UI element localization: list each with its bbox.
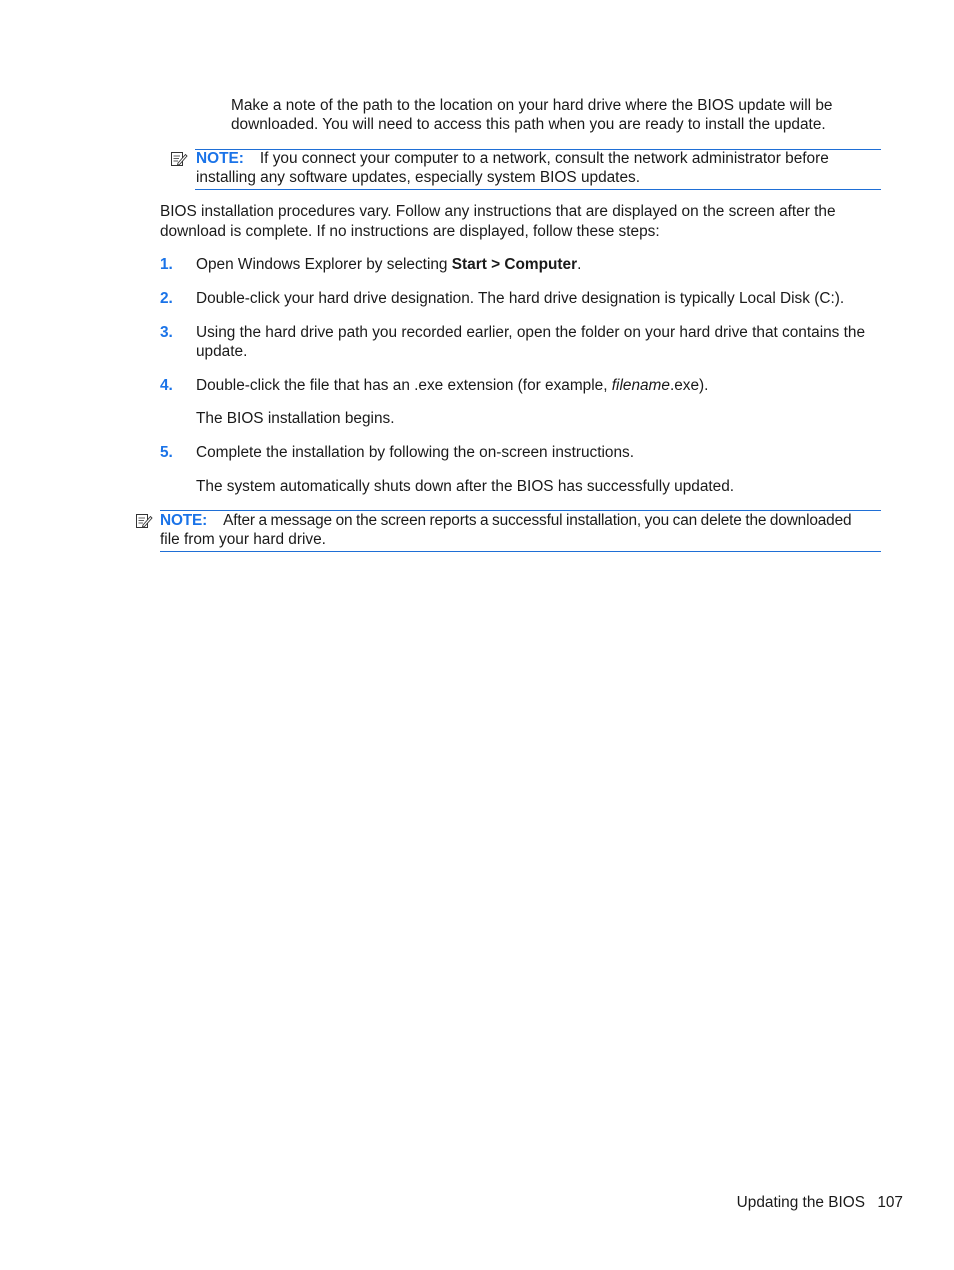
step-4-text-before: Double-click the file that has an .exe extension (for example, [196, 377, 612, 394]
step-1-text-before: Open Windows Explorer by selecting [196, 256, 452, 273]
step-5-number: 5. [160, 444, 173, 461]
note-2-line-2: file from your hard drive. [160, 531, 326, 548]
step-3-number: 3. [160, 324, 173, 341]
step-3-line-1: Using the hard drive path you recorded earlier, open the folder on your hard drive that contains the [196, 324, 866, 341]
intro-line-2: downloaded. You will need to access this path when you are ready to install the update. [231, 116, 826, 133]
step-5-result: The system automatically shuts down after the BIOS has successfully updated. [196, 478, 735, 495]
note-2-line-1: After a message on the screen reports a successful installation, you can delete the downloaded [223, 512, 852, 529]
note-1-label: NOTE: [196, 150, 244, 167]
note-1-line-1-wrap [196, 149, 829, 169]
step-2-text: Double-click your hard drive designation. The hard drive designation is typically Local Disk (C:). [196, 290, 845, 307]
note-pencil-icon [170, 150, 188, 168]
note-2-line-1-wrap [160, 511, 851, 531]
step-2-number: 2. [160, 290, 173, 307]
procedure-intro-line-2: download is complete. If no instructions are displayed, follow these steps: [160, 223, 660, 240]
step-1-number: 1. [160, 256, 173, 273]
step-4-number: 4. [160, 377, 173, 394]
footer-page-number: 107 [877, 1194, 903, 1211]
step-4-text [196, 376, 708, 396]
step-4-result: The BIOS installation begins. [196, 410, 395, 427]
note-1-line-1: If you connect your computer to a network, consult the network administrator before [259, 150, 829, 167]
intro-line-1: Make a note of the path to the location on your hard drive where the BIOS update will be [231, 97, 833, 114]
step-1-text [196, 255, 581, 275]
step-3-line-2: update. [196, 343, 248, 360]
footer-section-title: Updating the BIOS [736, 1194, 865, 1211]
step-4-text-after: .exe). [669, 377, 709, 394]
step-5-text: Complete the installation by following the on-screen instructions. [196, 444, 635, 461]
note-1-line-2: installing any software updates, especially system BIOS updates. [196, 169, 640, 186]
note-pencil-icon [135, 512, 153, 530]
step-1-text-after: . [577, 256, 582, 273]
note-2-label: NOTE: [160, 512, 208, 529]
step-1-bold: Start > Computer [451, 256, 578, 273]
step-4-italic: filename [611, 377, 670, 394]
procedure-intro-line-1: BIOS installation procedures vary. Follow any instructions that are displayed on the screen after the [160, 203, 836, 220]
